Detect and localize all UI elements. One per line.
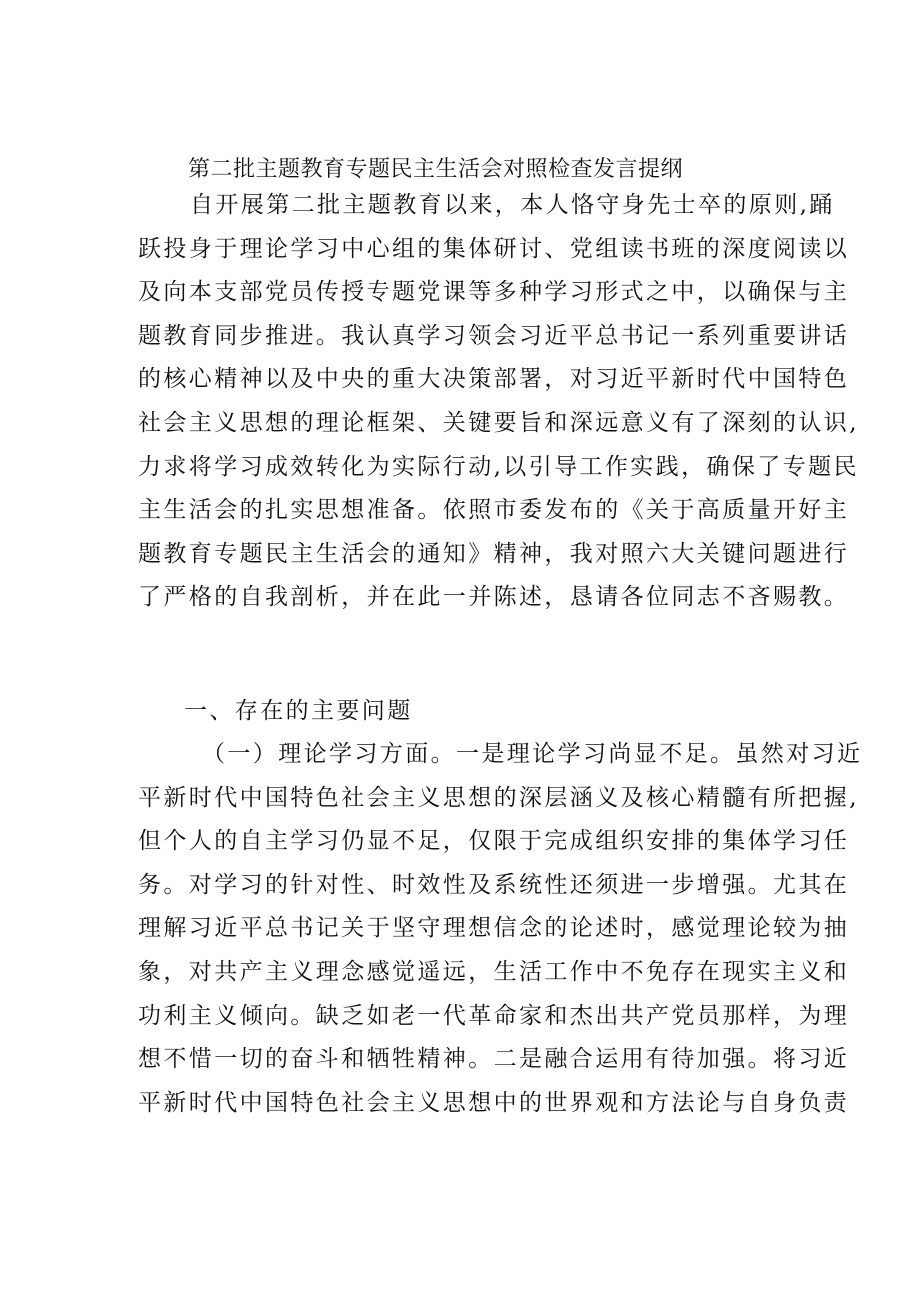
section-heading-block — [138, 690, 798, 734]
paragraph-line: 平新时代中国特色社会主义思想中的世界观和方法论与自身负责 — [138, 1089, 850, 1116]
paragraph-line: 主生活会的扎实思想准备。依照市委发布的《关于高质量开好主 — [138, 497, 850, 524]
paragraph-line: 社会主义思想的理论框架、关键要旨和深远意义有了深刻的认识, — [138, 409, 859, 436]
paragraph-line: 功利主义倾向。缺乏如老一代革命家和杰出共产党员那样，为理 — [138, 1002, 850, 1029]
paragraph-line: 理解习近平总书记关于坚守理想信念的论述时，感觉理论较为抽 — [138, 915, 850, 942]
paragraph-line: 自开展第二批主题教育以来，本人恪守身先士卒的原则,踊 — [190, 192, 835, 218]
paragraph-line: 平新时代中国特色社会主义思想的深层涵义及核心精髓有所把握, — [138, 784, 859, 811]
intro-paragraph — [138, 184, 859, 620]
section-paragraph — [138, 733, 863, 1125]
paragraph-line: 题教育专题民主生活会的通知》精神，我对照六大关键问题进行 — [138, 540, 850, 567]
paragraph-line: 题教育同步推进。我认真学习领会习近平总书记一系列重要讲话 — [138, 322, 850, 349]
paragraph-line: 但个人的自主学习仍显不足，仅限于完成组织安排的集体学习任 — [138, 828, 850, 855]
paragraph-line: 想不惜一切的奋斗和牺牲精神。二是融合运用有待加强。将习近 — [138, 1046, 850, 1073]
document-title: 第二批主题教育专题民主生活会对照检查发言提纲 — [188, 157, 684, 182]
section-heading: 一、存在的主要问题 — [184, 698, 413, 724]
paragraph-line: 力求将学习成效转化为实际行动,以引导工作实践，确保了专题民 — [138, 453, 859, 480]
paragraph-line: 象，对共产主义理念感觉遥远，生活工作中不免存在现实主义和 — [138, 958, 850, 985]
paragraph-line: 跃投身于理论学习中心组的集体研讨、党组读书班的深度阅读以 — [138, 235, 850, 262]
paragraph-line: （一）理论学习方面。一是理论学习尚显不足。虽然对习近 — [202, 741, 863, 767]
paragraph-line: 的核心精神以及中央的重大决策部署，对习近平新时代中国特色 — [138, 366, 850, 393]
paragraph-line: 了严格的自我剖析，并在此一并陈述，恳请各位同志不吝赐教。 — [138, 584, 850, 611]
paragraph-line: 务。对学习的针对性、时效性及系统性还须进一步增强。尤其在 — [138, 871, 850, 898]
paragraph-line: 及向本支部党员传授专题党课等多种学习形式之中，以确保与主 — [138, 279, 850, 306]
